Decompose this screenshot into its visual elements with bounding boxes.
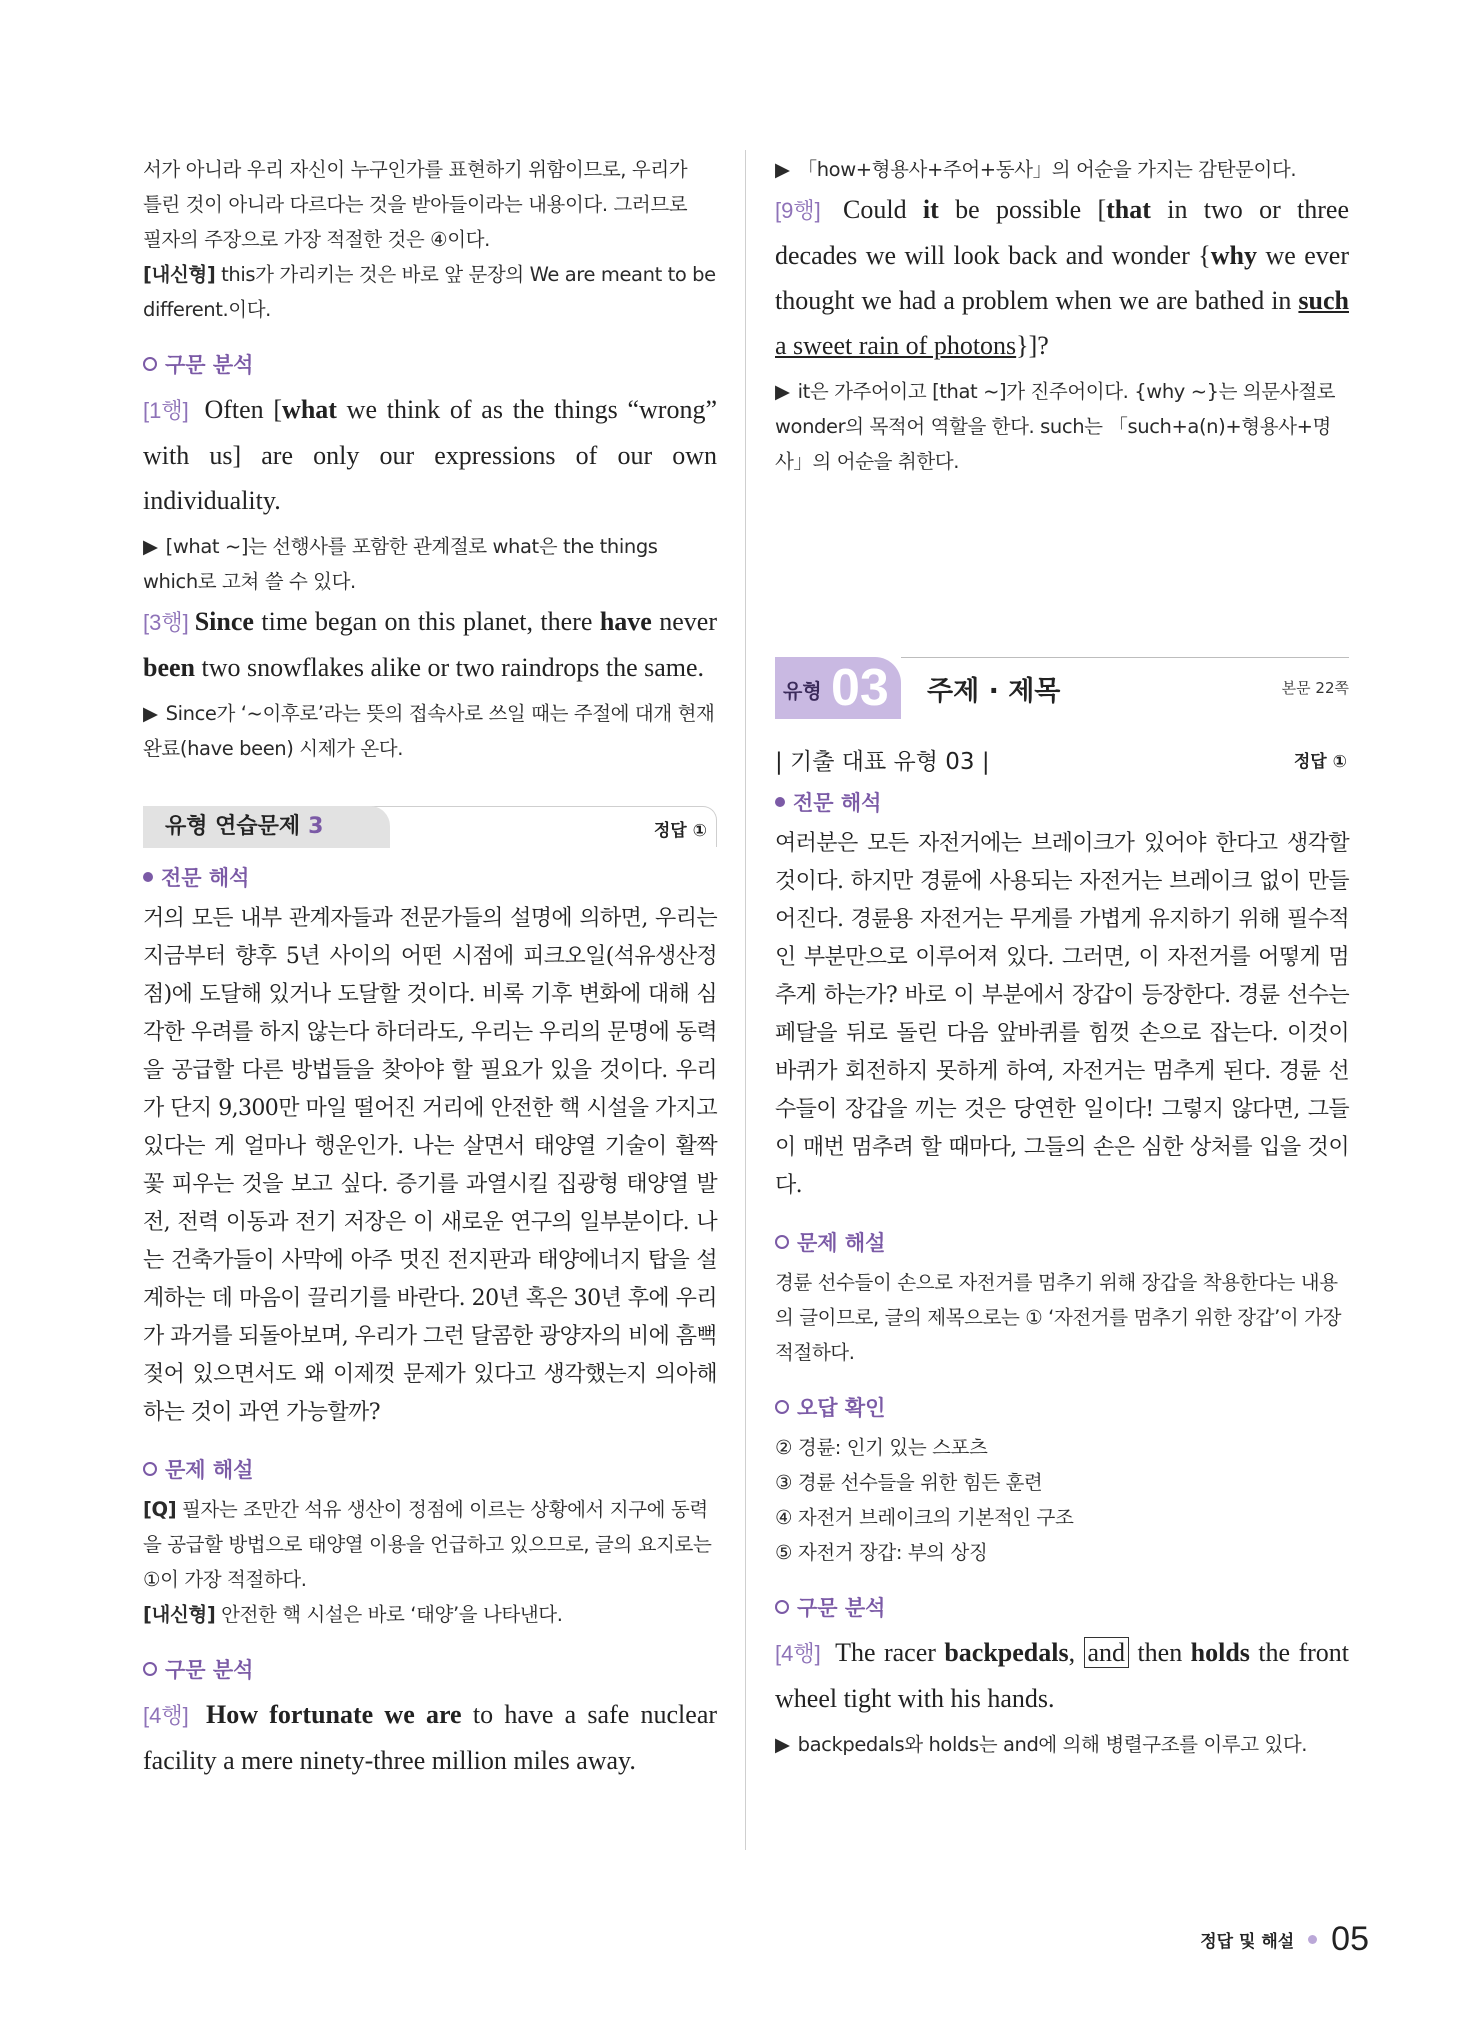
naesin-note	[143, 257, 717, 327]
type-page-ref: 본문 22쪽	[1281, 679, 1349, 697]
section-head-gumun-2: 구문 분석	[143, 1654, 717, 1684]
line-tag: [3행]	[143, 610, 189, 635]
type-number: 03	[831, 659, 889, 717]
intro-paragraph	[143, 152, 717, 327]
triangle-bullet-icon: ▶	[775, 380, 790, 403]
naesin-note-2: [내신형] 안전한 핵 시설은 바로 ‘태양’을 나타낸다.	[143, 1603, 563, 1626]
triangle-bullet-icon: ▶	[143, 535, 158, 558]
sentence-2-note: ▶ Since가 ‘~이후로’라는 뜻의 접속사로 쓰일 때는 주절에 대개 현재완료(have been) 시제가 온다.	[143, 702, 715, 760]
section-head-gumun: 구문 분석	[775, 1592, 1349, 1622]
sentence-3: [4행] How fortunate we are to have a safe nuclear facility a mere ninety-three million miles away.	[143, 1700, 718, 1775]
exercise-answer: 정답 ①	[653, 821, 707, 841]
q-label: [Q]	[143, 1498, 177, 1521]
dot-bullet-icon	[775, 797, 785, 807]
list-item: ② 경륜: 인기 있는 스포츠	[775, 1436, 988, 1459]
footer-dot-icon	[1308, 1935, 1317, 1944]
section-head-jeonmun: 전문 해석	[775, 787, 1349, 817]
type-title: 주제 · 제목	[927, 676, 1061, 707]
triangle-bullet-icon: ▶	[143, 702, 158, 725]
underlined-phrase: such a sweet rain of photons	[775, 286, 1349, 360]
sentence-1-note: ▶ [what ~]는 선행사를 포함한 관계절로 what은 the things which로 고쳐 쓸 수 있다.	[143, 535, 658, 593]
line-tag: [9행]	[775, 198, 821, 223]
sentence-5: [4행] The racer backpedals, and then holds the front wheel tight with his hands.	[775, 1638, 1350, 1713]
type-label: 유형	[783, 679, 822, 703]
type-header	[775, 657, 1349, 719]
ring-bullet-icon	[775, 1600, 789, 1614]
column-divider	[745, 150, 746, 1850]
type-badge	[775, 657, 901, 719]
list-item: ④ 자전거 브레이크의 기본적인 구조	[775, 1506, 1074, 1529]
exercise-header	[143, 806, 717, 848]
q-explanation: [Q] 필자는 조만간 석유 생산이 정점에 이르는 상황에서 지구에 동력을 공급할 방법으로 태양열 이용을 언급하고 있으므로, 글의 요지로는 ①이 가장 적절하다.	[143, 1498, 712, 1591]
exercise-title: 유형 연습문제 3	[143, 806, 390, 848]
left-column	[143, 152, 717, 1783]
page-number: 05	[1331, 1920, 1369, 1958]
line-tag: [1행]	[143, 398, 189, 423]
section-head-odap: 오답 확인	[775, 1392, 1349, 1422]
note-1: ▶ 「how+형용사+주어+동사」의 어순을 가지는 감탄문이다.	[775, 158, 1297, 181]
ring-bullet-icon	[143, 1662, 157, 1676]
ring-bullet-icon	[775, 1235, 789, 1249]
ring-bullet-icon	[143, 357, 157, 371]
line-tag: [4행]	[143, 1703, 189, 1728]
intro-line: 틀린 것이 아니라 다르다는 것을 받아들이라는 내용이다. 그러므로	[143, 193, 688, 216]
line-tag: [4행]	[775, 1641, 821, 1666]
ring-bullet-icon	[775, 1400, 789, 1414]
naesin-label: [내신형]	[143, 263, 216, 286]
translation-paragraph: 거의 모든 내부 관계자들과 전문가들의 설명에 의하면, 우리는 지금부터 향후 5년 사이의 어떤 시점에 피크오일(석유생산정점)에 도달해 있거나 도달할 것이다. 비록 기후 변화에 대해 심각한 우려를 하지 않는다 하더라도, 우리는 우리의 문명에 동력을 공급할 다른 방법들을 찾아야 할 필요가 있을 것이다. 우리가 단지 9,300만 마일 떨어진 거리에 안전한 핵 시설을 가지고 있다는 게 얼마나 행운인가. 나는 살면서 태양열 기술이 활짝 꽃 피우는 것을 보고 싶다. 증기를 과열시킬 집광형 태양열 발전, 전력 이동과 전기 저장은 이 새로운 연구의 일부분이다. 나는 건축가들이 사막에 아주 멋진 전지판과 태양에너지 탑을 설계하는 데 마음이 끌리기를 바란다. 20년 혹은 30년 후에 우리가 과거를 되돌아보며, 우리가 그런 달콤한 광양자의 비에 흠뻑 젖어 있으면서도 왜 이제껏 문제가 있다고 생각했는지 의아해하는 것이 과연 가능할까?	[143, 906, 717, 1425]
sentence-4: [9행] Could it be possible [that in two or three decades we will look back and wonder {why we ever thought we had a problem when we are bathed in such a sweet rain of photons}]?	[775, 195, 1349, 360]
triangle-bullet-icon: ▶	[775, 1733, 790, 1756]
right-column	[775, 152, 1349, 1762]
note-2: ▶ it은 가주어이고 [that ~]가 진주어이다. {why ~}는 의문사절로 wonder의 목적어 역할을 한다. such는 「such+a(n)+형용사+명사」의 어순을 취한다.	[775, 380, 1336, 473]
wrong-answer-list	[775, 1430, 1349, 1570]
section-head-haeseol: 문제 해설	[143, 1454, 717, 1484]
naesin-label: [내신형]	[143, 1603, 216, 1626]
type-header-line	[901, 657, 1349, 658]
representative-title: | 기출 대표 유형 03 |	[775, 749, 990, 775]
page-footer	[1200, 1920, 1369, 1959]
sentence-2: [3행] Since time began on this planet, there have never been two snowflakes alike or two raindrops the same.	[143, 607, 717, 682]
sentence-1: [1행] Often [what we think of as the things “wrong” with us] are only our expressions of our own individuality.	[143, 395, 717, 515]
dot-bullet-icon	[143, 872, 153, 882]
section-head-jeonmun: 전문 해석	[143, 862, 717, 892]
exercise-number: 3	[308, 814, 324, 839]
representative-header	[775, 739, 1349, 779]
translation-paragraph: 여러분은 모든 자전거에는 브레이크가 있어야 한다고 생각할 것이다. 하지만 경륜에 사용되는 자전거는 브레이크 없이 만들어진다. 경륜용 자전거는 무게를 가볍게 유지하기 위해 필수적인 부분만으로 이루어져 있다. 그러면, 이 자전거를 어떻게 멈추게 하는가? 바로 이 부분에서 장갑이 등장한다. 경륜 선수는 페달을 뒤로 돌린 다음 앞바퀴를 힘껏 손으로 잡는다. 이것이 바퀴가 회전하지 못하게 하여, 자전거는 멈추게 된다. 경륜 선수들이 장갑을 끼는 것은 당연한 일이다! 그렇지 않다면, 그들이 매번 멈추려 할 때마다, 그들의 손은 심한 상처를 입을 것이다.	[775, 831, 1349, 1198]
naesin-text: this가 가리키는 것은 바로 앞 문장의 We are meant to be different.이다.	[143, 263, 716, 321]
note-3: ▶ backpedals와 holds는 and에 의해 병렬구조를 이루고 있다.	[775, 1733, 1308, 1756]
haeseol-text: 경륜 선수들이 손으로 자전거를 멈추기 위해 장갑을 착용한다는 내용의 글이므로, 글의 제목으로는 ① ‘자전거를 멈추기 위한 장갑’이 가장 적절하다.	[775, 1271, 1342, 1364]
representative-answer: 정답 ①	[1293, 752, 1347, 772]
section-head-haeseol: 문제 해설	[775, 1227, 1349, 1257]
list-item: ③ 경륜 선수들을 위한 힘든 훈련	[775, 1471, 1043, 1494]
list-item: ⑤ 자전거 장갑: 부의 상징	[775, 1541, 988, 1564]
boxed-word: and	[1084, 1637, 1130, 1668]
triangle-bullet-icon: ▶	[775, 158, 790, 181]
section-head-gumun: 구문 분석	[143, 349, 717, 379]
ring-bullet-icon	[143, 1462, 157, 1476]
footer-label: 정답 및 해설	[1200, 1932, 1295, 1952]
intro-line: 필자의 주장으로 가장 적절한 것은 ④이다.	[143, 228, 490, 251]
intro-line: 서가 아니라 우리 자신이 누구인가를 표현하기 위함이므로, 우리가	[143, 158, 688, 181]
